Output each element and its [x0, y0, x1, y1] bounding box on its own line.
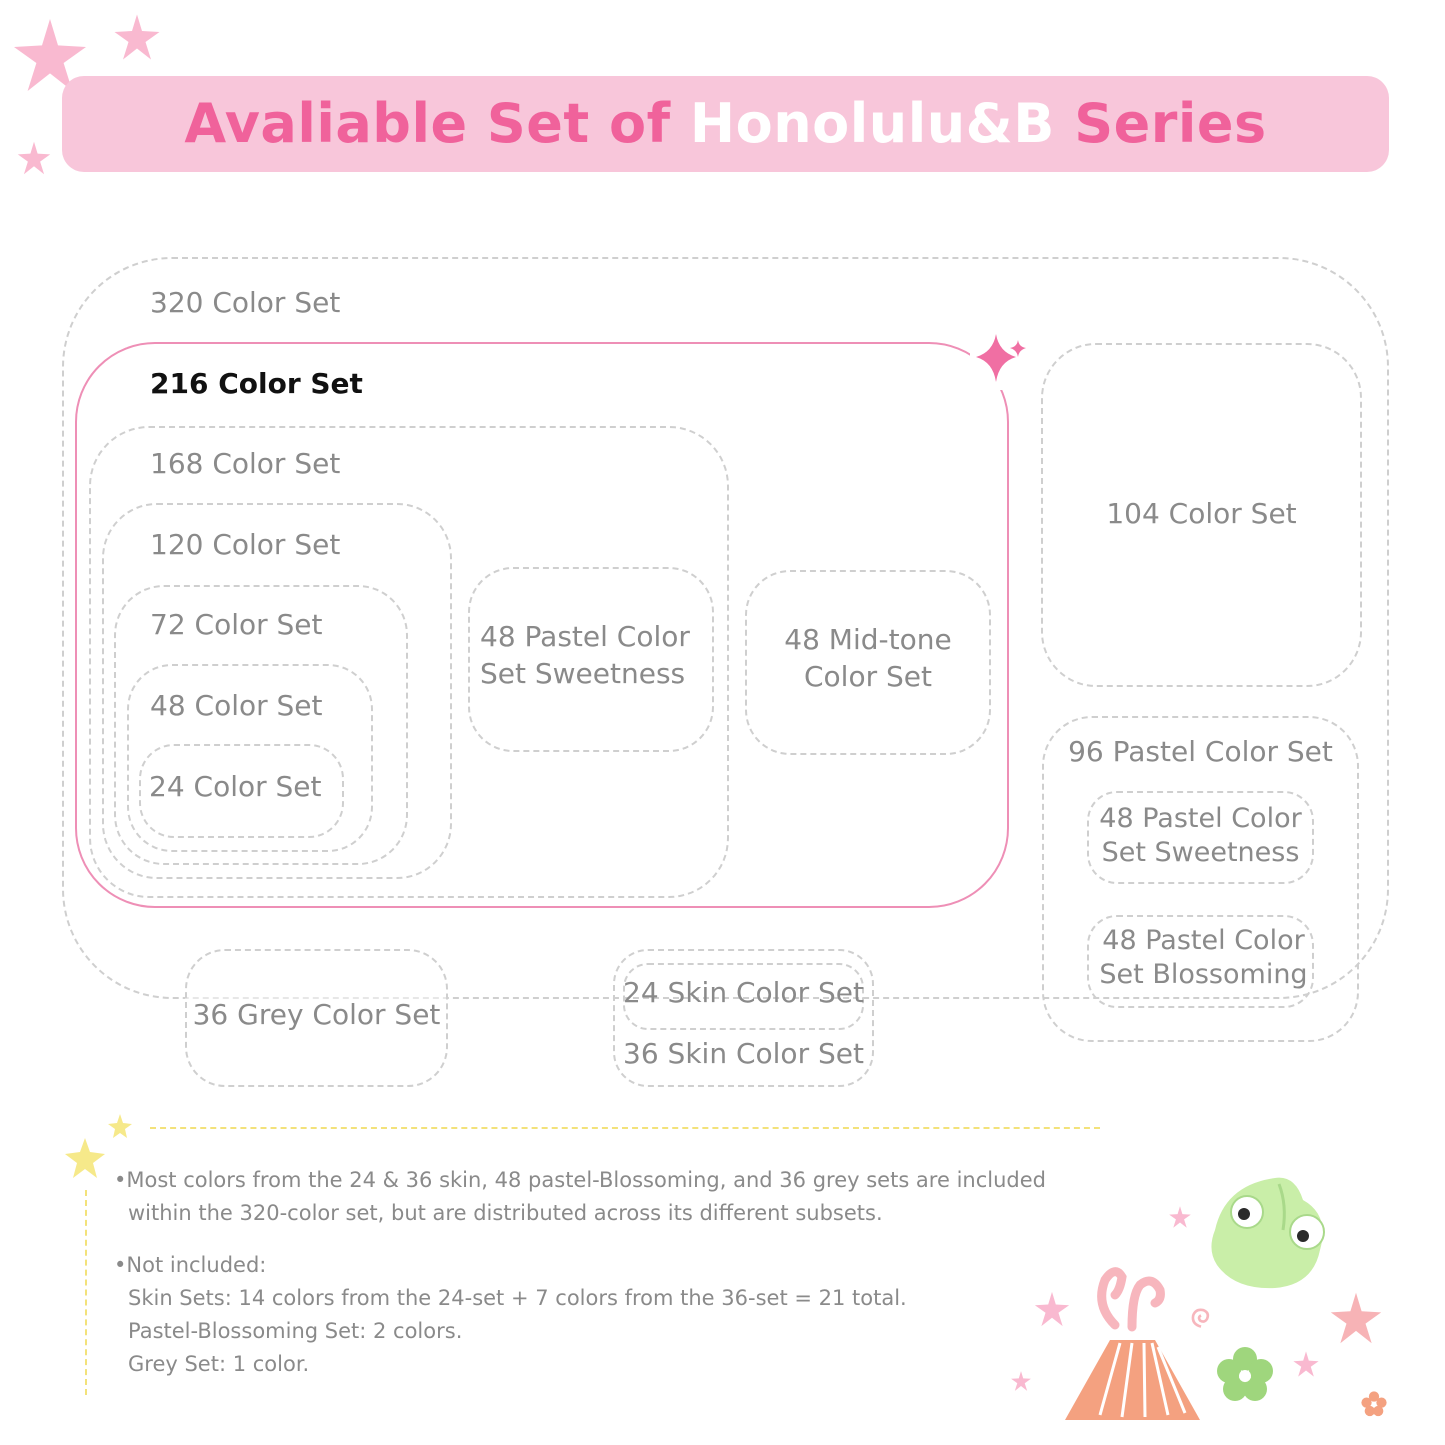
midtone-label-line1: 48 Mid-tone — [784, 623, 952, 656]
star-icon — [1168, 1205, 1192, 1229]
page-title — [62, 76, 1389, 172]
grey-36-label: 36 Grey Color Set — [192, 998, 441, 1031]
set-168-label: 168 Color Set — [150, 447, 341, 480]
skin-36-label: 36 Skin Color Set — [623, 1037, 864, 1070]
set-120-label: 120 Color Set — [150, 528, 341, 561]
volcano-icon — [1060, 1255, 1205, 1430]
pastel-sweetness-label-line1: 48 Pastel Color — [480, 620, 690, 653]
star-icon — [1292, 1350, 1320, 1378]
title-part-3: Series — [1074, 92, 1267, 155]
flower-icon — [1360, 1390, 1388, 1418]
note-1-line-2: within the 320-color set, but are distributed across its different subsets. — [128, 1201, 883, 1225]
title-brand: Honolulu&B — [689, 92, 1055, 155]
set-72-label: 72 Color Set — [150, 608, 323, 641]
set-48-label: 48 Color Set — [150, 689, 323, 722]
skin-24-label: 24 Skin Color Set — [623, 976, 864, 1009]
pastel-blossoming-line1: 48 Pastel Color — [1102, 925, 1305, 956]
pastel-sweetness-b-line1: 48 Pastel Color — [1099, 803, 1302, 834]
set-320-label: 320 Color Set — [150, 286, 341, 319]
star-icon — [112, 12, 162, 62]
star-icon — [1010, 1370, 1032, 1392]
note-1-line-1: Most colors from the 24 & 36 skin, 48 pastel-Blossoming, and 36 grey sets are included — [126, 1168, 1046, 1192]
set-104-label: 104 Color Set — [1106, 497, 1297, 530]
note-1: •Most colors from the 24 & 36 skin, 48 pastel-Blossoming, and 36 grey sets are included within the 320-color set, but are distributed across its different subsets. — [114, 1164, 1046, 1230]
swirl-icon — [1188, 1305, 1214, 1331]
note-2: •Not included: Skin Sets: 14 colors from the 24-set + 7 colors from the 36-set = 21 total. Pastel-Blossoming Set: 2 colors. Grey Set: 1 color. — [114, 1249, 907, 1381]
flower-icon — [1215, 1345, 1275, 1405]
set-24-label: 24 Color Set — [149, 770, 322, 803]
note-2-line-2: Skin Sets: 14 colors from the 24-set + 7 colors from the 36-set = 21 total. — [128, 1286, 907, 1310]
sparkle-icon — [970, 330, 1030, 390]
title-part-1: Avaliable Set of — [184, 92, 671, 155]
pastel-blossoming-line2: Set Blossoming — [1099, 959, 1308, 990]
flower-icon — [1328, 1290, 1384, 1346]
set-216-label: 216 Color Set — [150, 367, 363, 400]
midtone-label-line2: Color Set — [804, 660, 932, 693]
pastel-sweetness-b-line2: Set Sweetness — [1101, 837, 1300, 868]
note-2-line-3: Pastel-Blossoming Set: 2 colors. — [128, 1319, 463, 1343]
star-icon — [1033, 1290, 1071, 1328]
pastel-96-label: 96 Pastel Color Set — [1068, 735, 1333, 768]
note-divider-vertical — [85, 1190, 87, 1395]
note-2-line-1: Not included: — [126, 1253, 267, 1277]
note-divider-horizontal — [150, 1127, 1100, 1129]
note-2-line-4: Grey Set: 1 color. — [128, 1352, 310, 1376]
pastel-sweetness-label-line2: Set Sweetness — [480, 657, 686, 690]
chameleon-icon — [1195, 1170, 1345, 1300]
star-icon — [16, 140, 52, 176]
